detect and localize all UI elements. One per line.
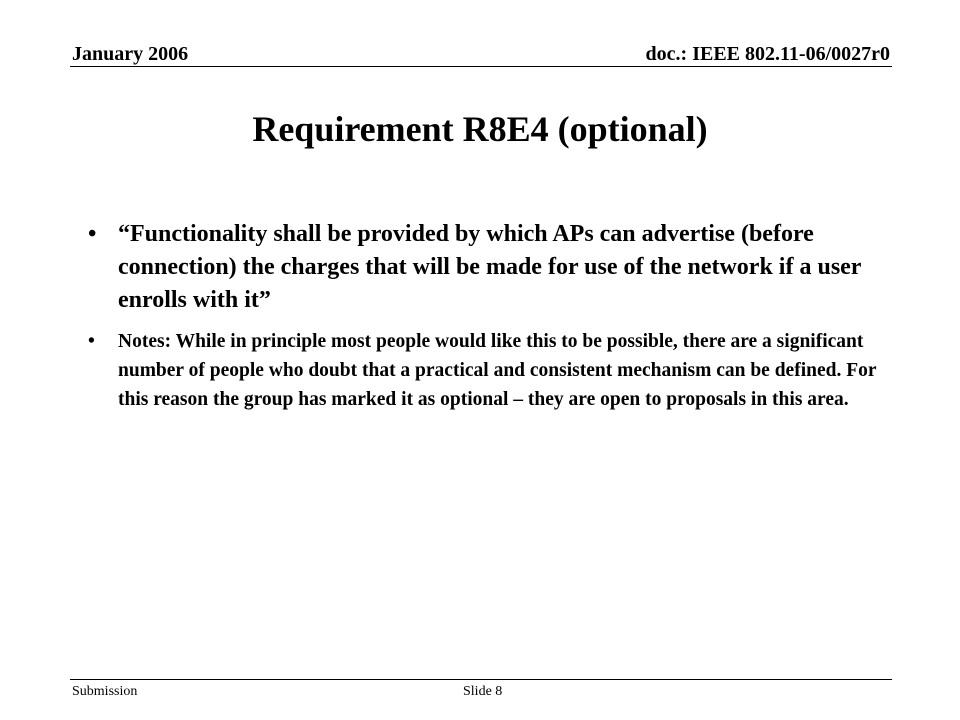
footer-divider xyxy=(70,679,892,680)
header-divider xyxy=(70,66,892,67)
header-document-id: doc.: IEEE 802.11-06/0027r0 xyxy=(645,43,890,65)
bullet-text: “Functionality shall be provided by which APs can advertise (before connection) the charges that will be made for use of the network if a user enrolls with it” xyxy=(118,221,862,313)
bullet-text: Notes: While in principle most people would like this to be possible, there are a significant number of people who doubt that a practical and consistent mechanism can be defined. For this reason the group has marked it as optional – they are open to proposals in this area. xyxy=(118,331,877,410)
bullet-marker: • xyxy=(88,221,97,247)
footer-slide-number: Slide 8 xyxy=(463,684,503,699)
bullet-requirement-quote xyxy=(88,218,888,317)
bullet-marker: • xyxy=(88,331,95,352)
footer-submission-label: Submission xyxy=(72,684,138,699)
bullet-notes xyxy=(88,327,888,414)
bullet-list xyxy=(88,218,888,414)
header-date: January 2006 xyxy=(72,43,189,65)
slide-title: Requirement R8E4 (optional) xyxy=(252,109,708,149)
